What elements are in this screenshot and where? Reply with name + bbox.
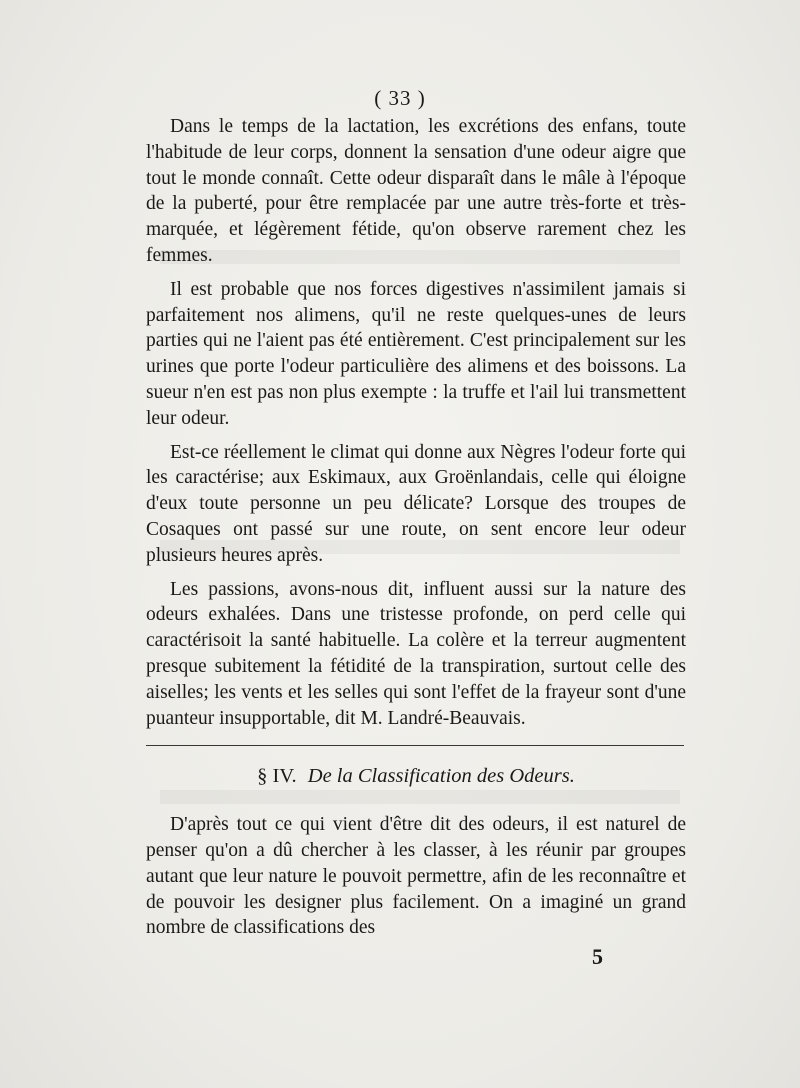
- section-title: De la Classification des Odeurs.: [307, 765, 575, 788]
- body-text: [146, 114, 686, 949]
- paragraph-passions: Les passions, avons-nous dit, influent aussi sur la nature des odeurs exhalées. Dans une tristesse profonde, on perd celle qui caractérisoit la santé habituelle. La colère et la terreur augmentent presque subitement la fétidité de la transpiration, surtout celle des aiselles; les vents et les selles qui sont l'effet de la frayeur sont d'une puanteur insupportable, dit M. Landré-Beauvais.: [146, 578, 686, 729]
- paragraph-classification: D'après tout ce qui vient d'être dit des odeurs, il est naturel de penser qu'on a dû chercher à les classer, à les réunir par groupes autant que leur nature le pouvoit permettre, afin de les reconnaître et de pouvoir les designer plus facilement. On a imaginé un grand nombre de classifications des: [146, 814, 686, 939]
- paragraph-digestion: Il est probable que nos forces digestives n'assimilent jamais si parfaitement nos alimens, qu'il ne reste quelques-unes de leurs parties qui ne l'aient pas été entièrement. C'est principalement sur les urines que porte l'odeur particulière des alimens et des boissons. La sueur n'en est pas non plus exempte : la truffe et l'ail lui transmettent leur odeur.: [146, 278, 686, 429]
- paragraph-lactation: Dans le temps de la lactation, les excrétions des enfans, toute l'habitude de leur corps, donnent la sensation d'une odeur aigre que tout le monde connaît. Cette odeur disparaît dans le mâle à l'époque de la puberté, pour être remplacée par une autre très-forte et très-marquée, et légèrement fétide, qu'on observe rarement chez les femmes.: [146, 116, 686, 266]
- section-number: § IV.: [257, 765, 297, 788]
- section-heading: [146, 764, 686, 790]
- section-divider: [146, 745, 684, 746]
- signature-mark: 5: [592, 944, 603, 969]
- page-number: ( 33 ): [374, 86, 426, 110]
- paragraph-climate: Est-ce réellement le climat qui donne aux Nègres l'odeur forte qui les caractérise; aux Eskimaux, aux Groënlandais, celle qui éloigne d'eux toute personne un peu délicate? Lorsque des troupes de Cosaques ont passé sur une route, on sent encore leur odeur plusieurs heures après.: [146, 441, 686, 566]
